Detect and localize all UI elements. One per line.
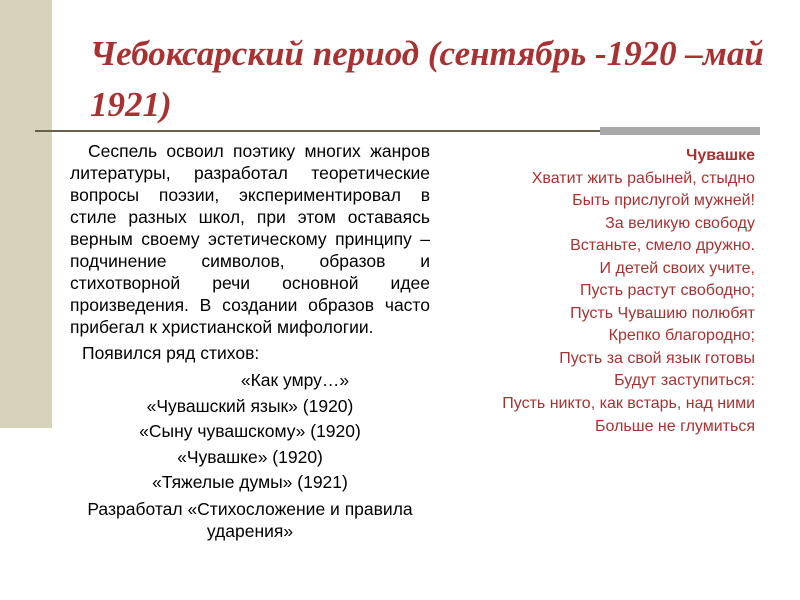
biography-column [70, 140, 430, 542]
poem-column [450, 145, 755, 438]
poem-line: Хватит жить рабыней, стыдно [531, 169, 755, 187]
poem-line: Пусть за свой язык готовы [559, 349, 755, 367]
poem-line: И детей своих учите, [599, 259, 755, 277]
poem-line: Встаньте, смело дружно. [570, 237, 755, 254]
poem-line: Будут заступиться: [614, 372, 755, 389]
title-divider [35, 130, 600, 132]
poem-line: Пусть растут свободно; [580, 282, 755, 299]
poem-lines [450, 168, 755, 439]
poem-line: Пусть Чувашию полюбят [570, 304, 755, 322]
intro-paragraph: Сеспель освоил поэтику многих жанров литературы, разработал теоретические вопросы поэзии, экспериментировал в стиле разных школ, при этом оставаясь верным своему эстетическому принципу – подчинение символов, образов и стихотворной речи основной идее произведения. В создании образов часто прибегал к христианской мифологии. [70, 141, 430, 337]
work-item: «Чувашке» (1920) [177, 446, 323, 467]
title-divider-accent [600, 127, 760, 135]
work-item: «Сыну чувашскому» (1920) [139, 421, 361, 441]
poem-line: Быть прислугой мужней! [572, 192, 755, 209]
work-item: «Как умру…» [240, 370, 350, 390]
work-item: «Чувашский язык» (1920) [146, 395, 354, 416]
poem-line: Больше не глумиться [595, 417, 755, 435]
poem-line: За великую свободу [605, 214, 755, 232]
slide-title: Чебоксарский период (сентябрь -1920 –май 1921) [90, 34, 764, 124]
poem-line: Крепко благородно; [608, 327, 755, 344]
works-list-intro: Появился ряд стихов: [82, 343, 260, 363]
poem-line: Пусть никто, как встарь, над ними [502, 394, 755, 412]
work-item: «Тяжелые думы» (1921) [152, 472, 348, 492]
works-list [70, 368, 430, 542]
poem-title: Чувашке [686, 147, 755, 164]
work-item: Разработал «Стихосложение и правила ударения» [87, 498, 413, 541]
decorative-side-bar [0, 0, 52, 428]
